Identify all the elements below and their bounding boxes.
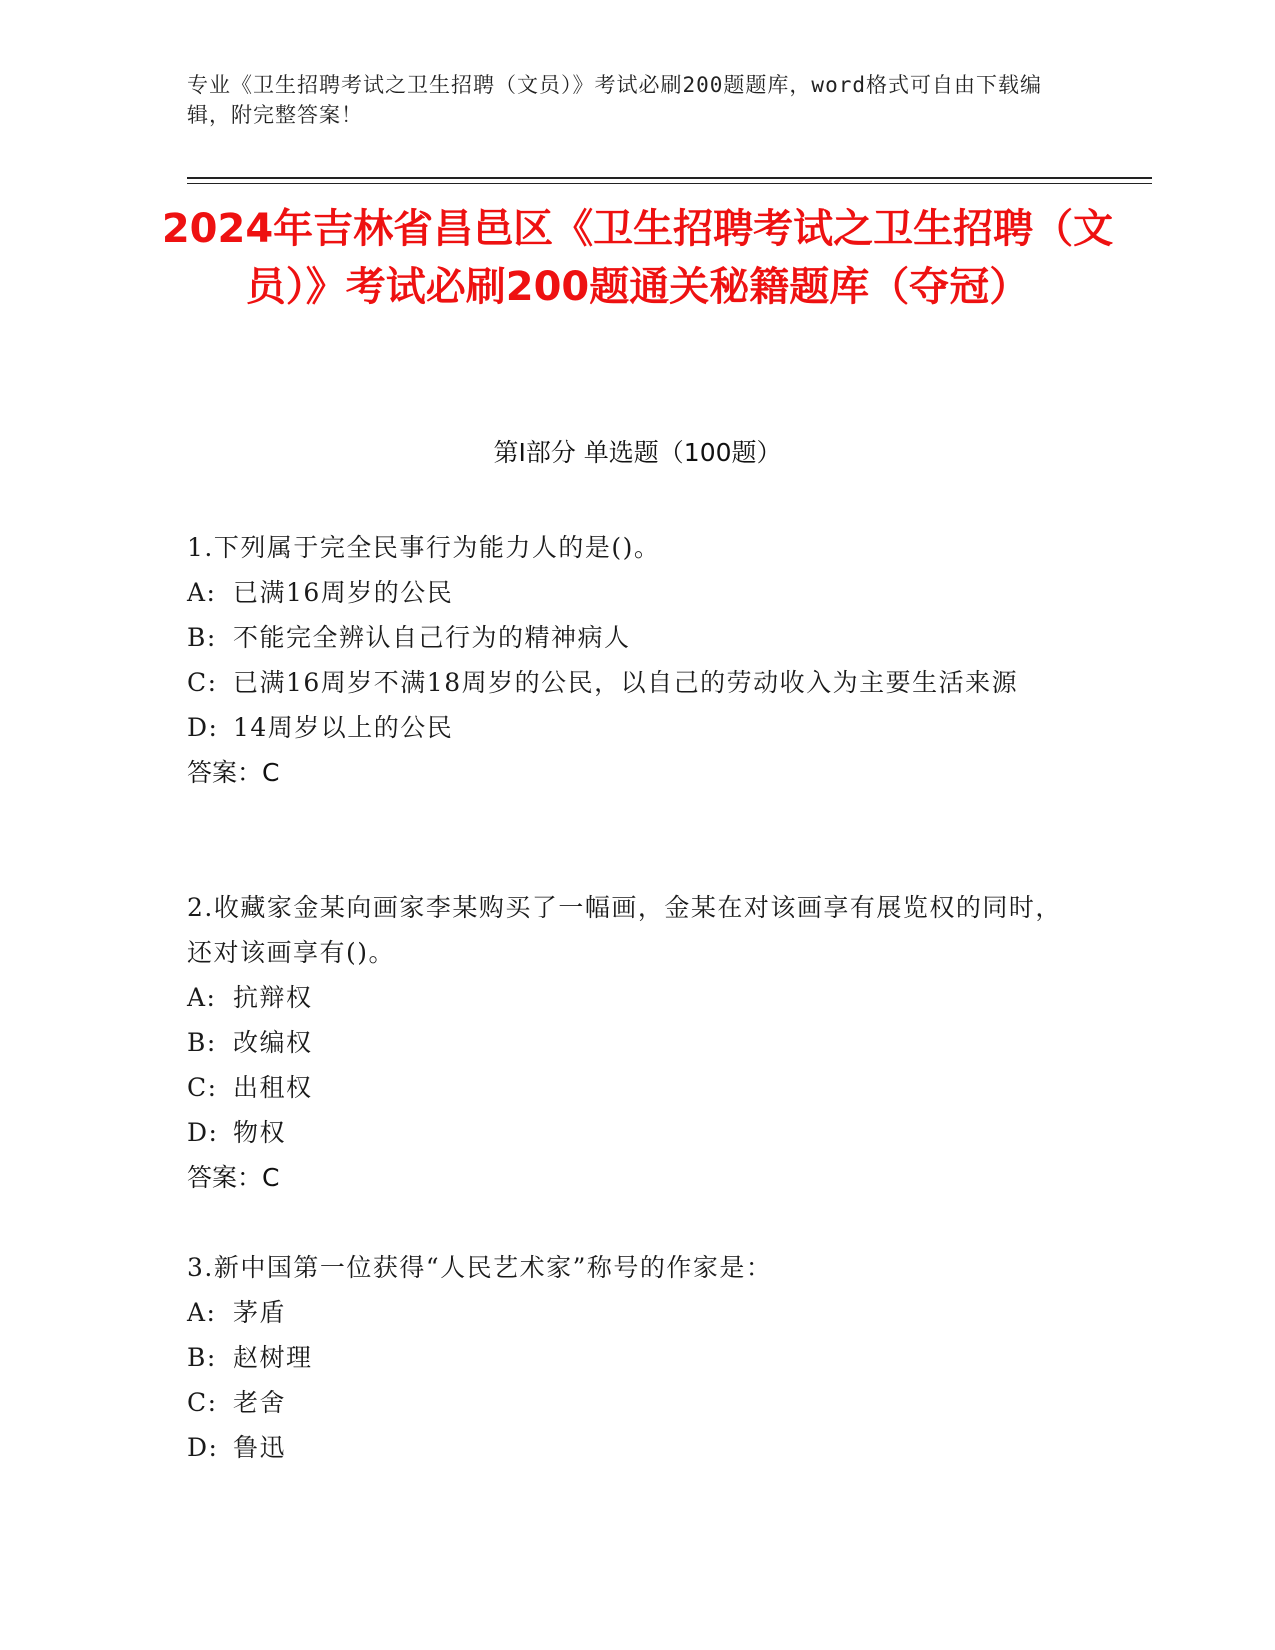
option-letter: D: <box>187 1118 219 1147</box>
option-letter: B: <box>187 623 217 652</box>
option-text: 茅盾 <box>233 1298 287 1327</box>
option-text: 鲁迅 <box>233 1433 287 1462</box>
option-b <box>187 615 1087 660</box>
option-text: 赵树理 <box>233 1343 313 1372</box>
section-heading: 第I部分 单选题（100题） <box>493 438 782 467</box>
answer-line: 答案：C <box>187 758 280 787</box>
option-text: 不能完全辨认自己行为的精神病人 <box>233 623 631 652</box>
question-stem: 2.收藏家金某向画家李某购买了一幅画，金某在对该画享有展览权的同时，还对该画享有()。 <box>187 893 1062 967</box>
question-3 <box>187 1245 1087 1470</box>
option-b <box>187 1020 1087 1065</box>
option-letter: D: <box>187 1433 219 1462</box>
option-text: 已满16周岁不满18周岁的公民，以自己的劳动收入为主要生活来源 <box>233 668 1019 697</box>
answer-line: 答案：C <box>187 1163 280 1192</box>
document-title: 2024年吉林省昌邑区《卫生招聘考试之卫生招聘（文员）》考试必刷200题通关秘籍题库（夺冠） <box>161 206 1114 310</box>
option-text: 物权 <box>233 1118 287 1147</box>
option-a <box>187 1290 1087 1335</box>
option-letter: C: <box>187 668 218 697</box>
option-text: 改编权 <box>233 1028 313 1057</box>
option-text: 已满16周岁的公民 <box>233 578 454 607</box>
question-stem: 3.新中国第一位获得“人民艺术家”称号的作家是： <box>187 1253 773 1282</box>
option-text: 14周岁以上的公民 <box>233 713 454 742</box>
option-a <box>187 570 1087 615</box>
question-1 <box>187 525 1087 795</box>
option-text: 老舍 <box>233 1388 287 1417</box>
header-note: 专业《卫生招聘考试之卫生招聘（文员）》考试必刷200题题库，word格式可自由下载编辑，附完整答案！ <box>187 73 1042 127</box>
option-letter: C: <box>187 1388 218 1417</box>
option-letter: A: <box>187 983 217 1012</box>
option-d <box>187 705 1087 750</box>
option-c <box>187 660 1087 705</box>
header-rule-thin <box>187 183 1152 184</box>
option-c <box>187 1065 1087 1110</box>
question-stem: 1.下列属于完全民事行为能力人的是()。 <box>187 533 661 562</box>
option-text: 出租权 <box>233 1073 313 1102</box>
option-a <box>187 975 1087 1020</box>
question-2 <box>187 885 1087 1200</box>
option-letter: D: <box>187 713 219 742</box>
option-c <box>187 1380 1087 1425</box>
option-b <box>187 1335 1087 1380</box>
option-letter: A: <box>187 578 217 607</box>
option-d <box>187 1425 1087 1470</box>
option-d <box>187 1110 1087 1155</box>
option-letter: A: <box>187 1298 217 1327</box>
option-text: 抗辩权 <box>233 983 313 1012</box>
header-rule-thick <box>187 177 1152 179</box>
option-letter: B: <box>187 1343 217 1372</box>
option-letter: B: <box>187 1028 217 1057</box>
option-letter: C: <box>187 1073 218 1102</box>
